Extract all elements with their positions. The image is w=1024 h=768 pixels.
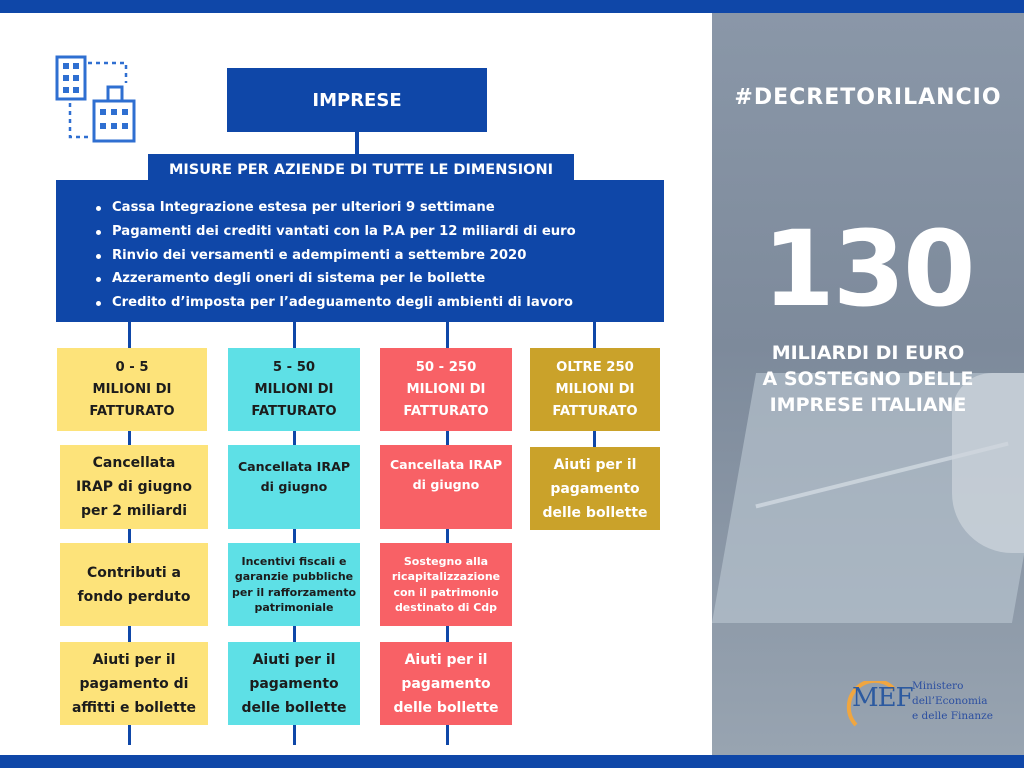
cell-line: destinato di Cdp	[394, 601, 498, 614]
measure-cell	[228, 543, 360, 626]
cell-line: pagamento di	[79, 675, 189, 692]
amount-caption	[712, 340, 1024, 418]
measure-cell	[228, 445, 360, 529]
cell-line: affitti e bollette	[71, 699, 197, 716]
cell-line: Aiuti per il	[252, 651, 336, 668]
ministry-name	[912, 679, 993, 724]
cell-line: Sostegno alla	[403, 554, 489, 568]
measure-item: Rinvio dei versamenti e adempimenti a settembre 2020	[96, 244, 664, 268]
measures-header: MISURE PER AZIENDE DI TUTTE LE DIMENSIONI	[148, 154, 574, 185]
measure-cell	[380, 642, 512, 725]
cell-line: con il patrimonio	[393, 585, 499, 599]
cell-line: Aiuti per il	[553, 456, 637, 473]
cell-line: per 2 miliardi	[80, 503, 188, 519]
connector-line	[355, 132, 359, 154]
band-label: FATTURATO	[251, 403, 337, 419]
band-range: OLTRE 250	[556, 359, 634, 375]
measure-item: Pagamenti dei crediti vantati con la P.A per 12 miliardi di euro	[96, 220, 664, 244]
measure-item: Azzeramento degli oneri di sistema per le bollette	[96, 267, 664, 291]
cell-line: pagamento	[249, 675, 339, 692]
band-label: MILIONI DI	[92, 381, 172, 397]
measure-cell	[228, 642, 360, 725]
top-border	[0, 0, 1024, 13]
ministry-line: dell’Economia	[912, 695, 988, 707]
cell-line: di giugno	[260, 479, 328, 494]
revenue-band-50-250	[380, 348, 512, 431]
amount-figure: 130	[762, 208, 974, 330]
measures-box	[56, 180, 664, 322]
measure-cell	[380, 543, 512, 626]
cell-line: Cancellata IRAP	[237, 459, 351, 474]
cell-line: pagamento	[550, 480, 640, 497]
connector-line	[593, 322, 596, 348]
band-label: MILIONI DI	[406, 381, 486, 397]
mef-letters: MEF	[852, 683, 913, 713]
cell-line: Incentivi fiscali e	[241, 554, 347, 568]
band-label: FATTURATO	[403, 403, 489, 419]
mef-logo	[846, 675, 1016, 735]
measure-cell	[530, 447, 660, 530]
cell-line: delle bollette	[542, 504, 648, 521]
connector-line	[293, 322, 296, 348]
cell-line: di giugno	[412, 477, 480, 492]
cell-line: per il rafforzamento	[231, 585, 357, 599]
band-range: 50 - 250	[415, 359, 477, 375]
connector-line	[446, 322, 449, 348]
cell-line: ricapitalizzazione	[391, 570, 501, 583]
diagram-title: IMPRESE	[227, 68, 487, 132]
band-label: MILIONI DI	[254, 381, 334, 397]
cell-line: delle bollette	[241, 699, 347, 716]
cell-line: Contributi a	[86, 564, 182, 581]
cell-line: Cancellata	[92, 455, 176, 471]
measure-item: Credito d’imposta per l’adeguamento degli ambienti di lavoro	[96, 291, 664, 315]
cell-line: delle bollette	[393, 699, 499, 716]
band-label: FATTURATO	[552, 403, 638, 419]
buildings-icon	[54, 53, 140, 147]
caption-line: A SOSTEGNO DELLE	[762, 368, 974, 390]
cell-line: pagamento	[401, 675, 491, 692]
caption-line: IMPRESE ITALIANE	[769, 394, 967, 416]
connector-line	[128, 322, 131, 348]
cell-line: garanzie pubbliche	[234, 570, 354, 583]
diagram-panel	[0, 13, 712, 755]
caption-line: MILIARDI DI EURO	[771, 342, 965, 364]
revenue-band-5-50	[228, 348, 360, 431]
cell-line: Aiuti per il	[404, 651, 488, 668]
measure-cell	[60, 445, 208, 529]
band-label: MILIONI DI	[555, 381, 635, 397]
cell-line: Aiuti per il	[92, 651, 176, 668]
band-range: 5 - 50	[272, 359, 316, 375]
measure-cell	[60, 543, 208, 626]
revenue-band-over-250	[530, 348, 660, 431]
measure-cell	[380, 445, 512, 529]
ministry-line: e delle Finanze	[912, 710, 993, 722]
hashtag: #DECRETORILANCIO	[734, 85, 1002, 110]
summary-panel	[712, 13, 1024, 755]
cell-line: fondo perduto	[77, 588, 191, 605]
cell-line: patrimoniale	[254, 601, 334, 614]
revenue-band-0-5	[57, 348, 207, 431]
cell-line: Cancellata IRAP	[389, 457, 503, 472]
cell-line: IRAP di giugno	[75, 479, 193, 495]
band-label: FATTURATO	[89, 403, 175, 419]
band-range: 0 - 5	[115, 359, 149, 375]
measure-item: Cassa Integrazione estesa per ulteriori 9 settimane	[96, 196, 664, 220]
bottom-border	[0, 755, 1024, 768]
measure-cell	[60, 642, 208, 725]
ministry-line: Ministero	[912, 680, 964, 692]
